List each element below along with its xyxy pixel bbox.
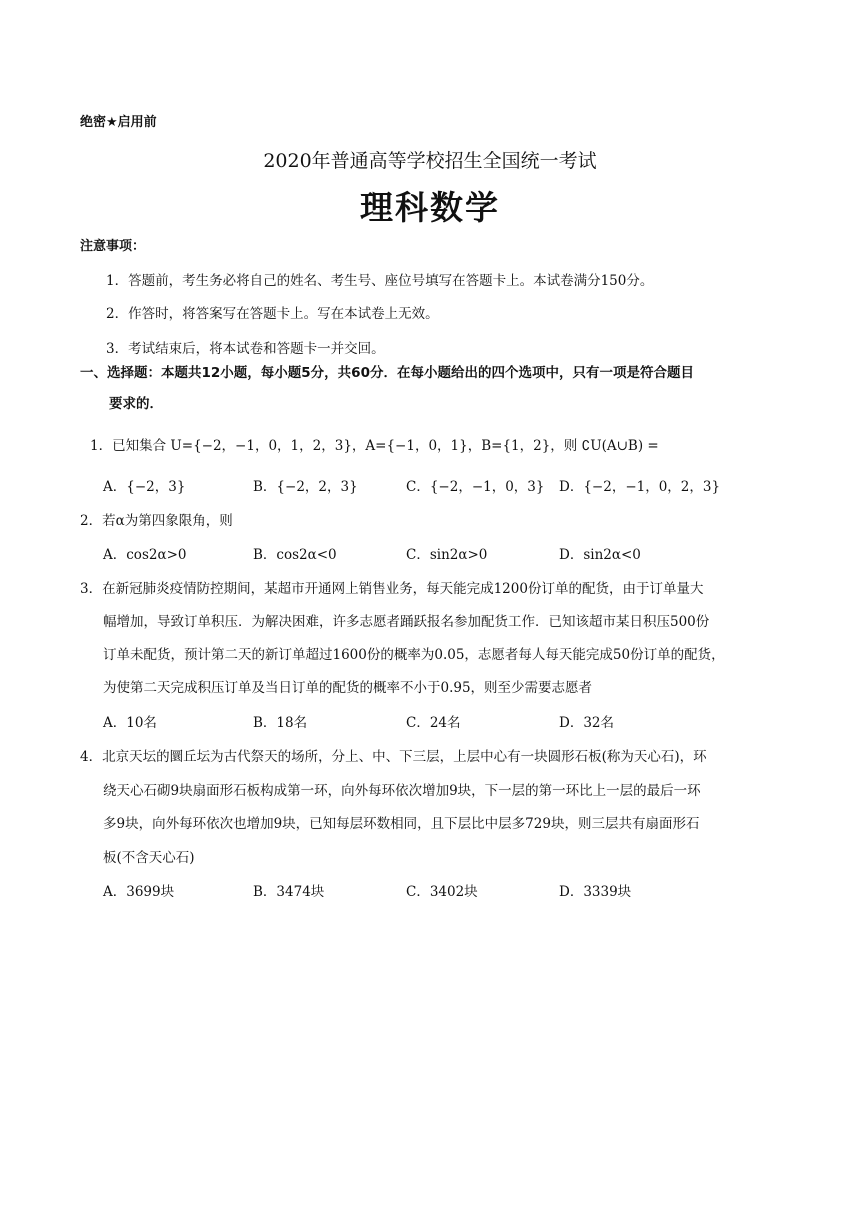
question-3-text-cont: 订单未配货，预计第二天的新订单超过1600份的概率为0.05，志愿者每人每天能完成50份订单的配货， [103, 647, 725, 663]
option-a: A．{−2，3} [103, 479, 186, 495]
option-a: A．3699块 [103, 884, 175, 900]
option-b: B．3474块 [253, 884, 325, 900]
option-d: D．sin2α<0 [559, 547, 641, 563]
option-b: B．18名 [253, 715, 308, 731]
question-1-text: 1．已知集合 U={−2，−1，0，1，2，3}，A={−1，0，1}，B={1，2}，则 ∁U(A∪B) = [90, 438, 659, 454]
section-heading: 一、选择题：本题共12小题，每小题5分，共60分．在每小题给出的四个选项中，只有一项是符合题目 [80, 365, 694, 381]
question-2-text: 2．若α为第四象限角，则 [80, 513, 233, 529]
question-4-text-cont: 板(不含天心石) [103, 850, 195, 866]
option-d: D．3339块 [559, 884, 632, 900]
secret-mark: 绝密★启用前 [80, 115, 157, 130]
option-b: B．{−2，2，3} [253, 479, 358, 495]
option-c: C．sin2α>0 [406, 547, 488, 563]
notice-heading: 注意事项： [80, 239, 146, 254]
notice-item: 2．作答时，将答案写在答题卡上。写在本试卷上无效。 [106, 306, 439, 322]
option-b: B．cos2α<0 [253, 547, 337, 563]
section-heading-cont: 要求的． [109, 396, 163, 412]
exam-title: 理科数学 [360, 188, 500, 227]
option-a: A．10名 [103, 715, 157, 731]
option-d: D．32名 [559, 715, 615, 731]
question-4-text-cont: 绕天心石砌9块扇面形石板构成第一环，向外每环依次增加9块，下一层的第一环比上一层的最后一环 [103, 783, 701, 799]
option-c: C．24名 [406, 715, 461, 731]
question-4-text-cont: 多9块，向外每环依次也增加9块，已知每层环数相同，且下层比中层多729块，则三层共有扇面形石 [103, 816, 700, 832]
option-c: C．3402块 [406, 884, 478, 900]
option-d: D．{−2，−1，0，2，3} [559, 479, 721, 495]
question-3-text: 3．在新冠肺炎疫情防控期间，某超市开通网上销售业务，每天能完成1200份订单的配货，由于订单量大 [80, 581, 704, 597]
exam-subtitle: 2020年普通高等学校招生全国统一考试 [263, 150, 597, 172]
option-c: C．{−2，−1，0，3} [406, 479, 545, 495]
question-4-text: 4．北京天坛的圜丘坛为古代祭天的场所，分上、中、下三层，上层中心有一块圆形石板(称为天心石)，环 [80, 749, 707, 765]
question-3-text-cont: 幅增加，导致订单积压．为解决困难，许多志愿者踊跃报名参加配货工作．已知该超市某日积压500份 [103, 614, 710, 630]
option-a: A．cos2α>0 [103, 547, 187, 563]
question-3-text-cont: 为使第二天完成积压订单及当日订单的配货的概率不小于0.95，则至少需要志愿者 [103, 680, 593, 696]
notice-item: 1．答题前，考生务必将自己的姓名、考生号、座位号填写在答题卡上。本试卷满分150分。 [106, 273, 654, 289]
notice-item: 3．考试结束后，将本试卷和答题卡一并交回。 [106, 341, 385, 357]
